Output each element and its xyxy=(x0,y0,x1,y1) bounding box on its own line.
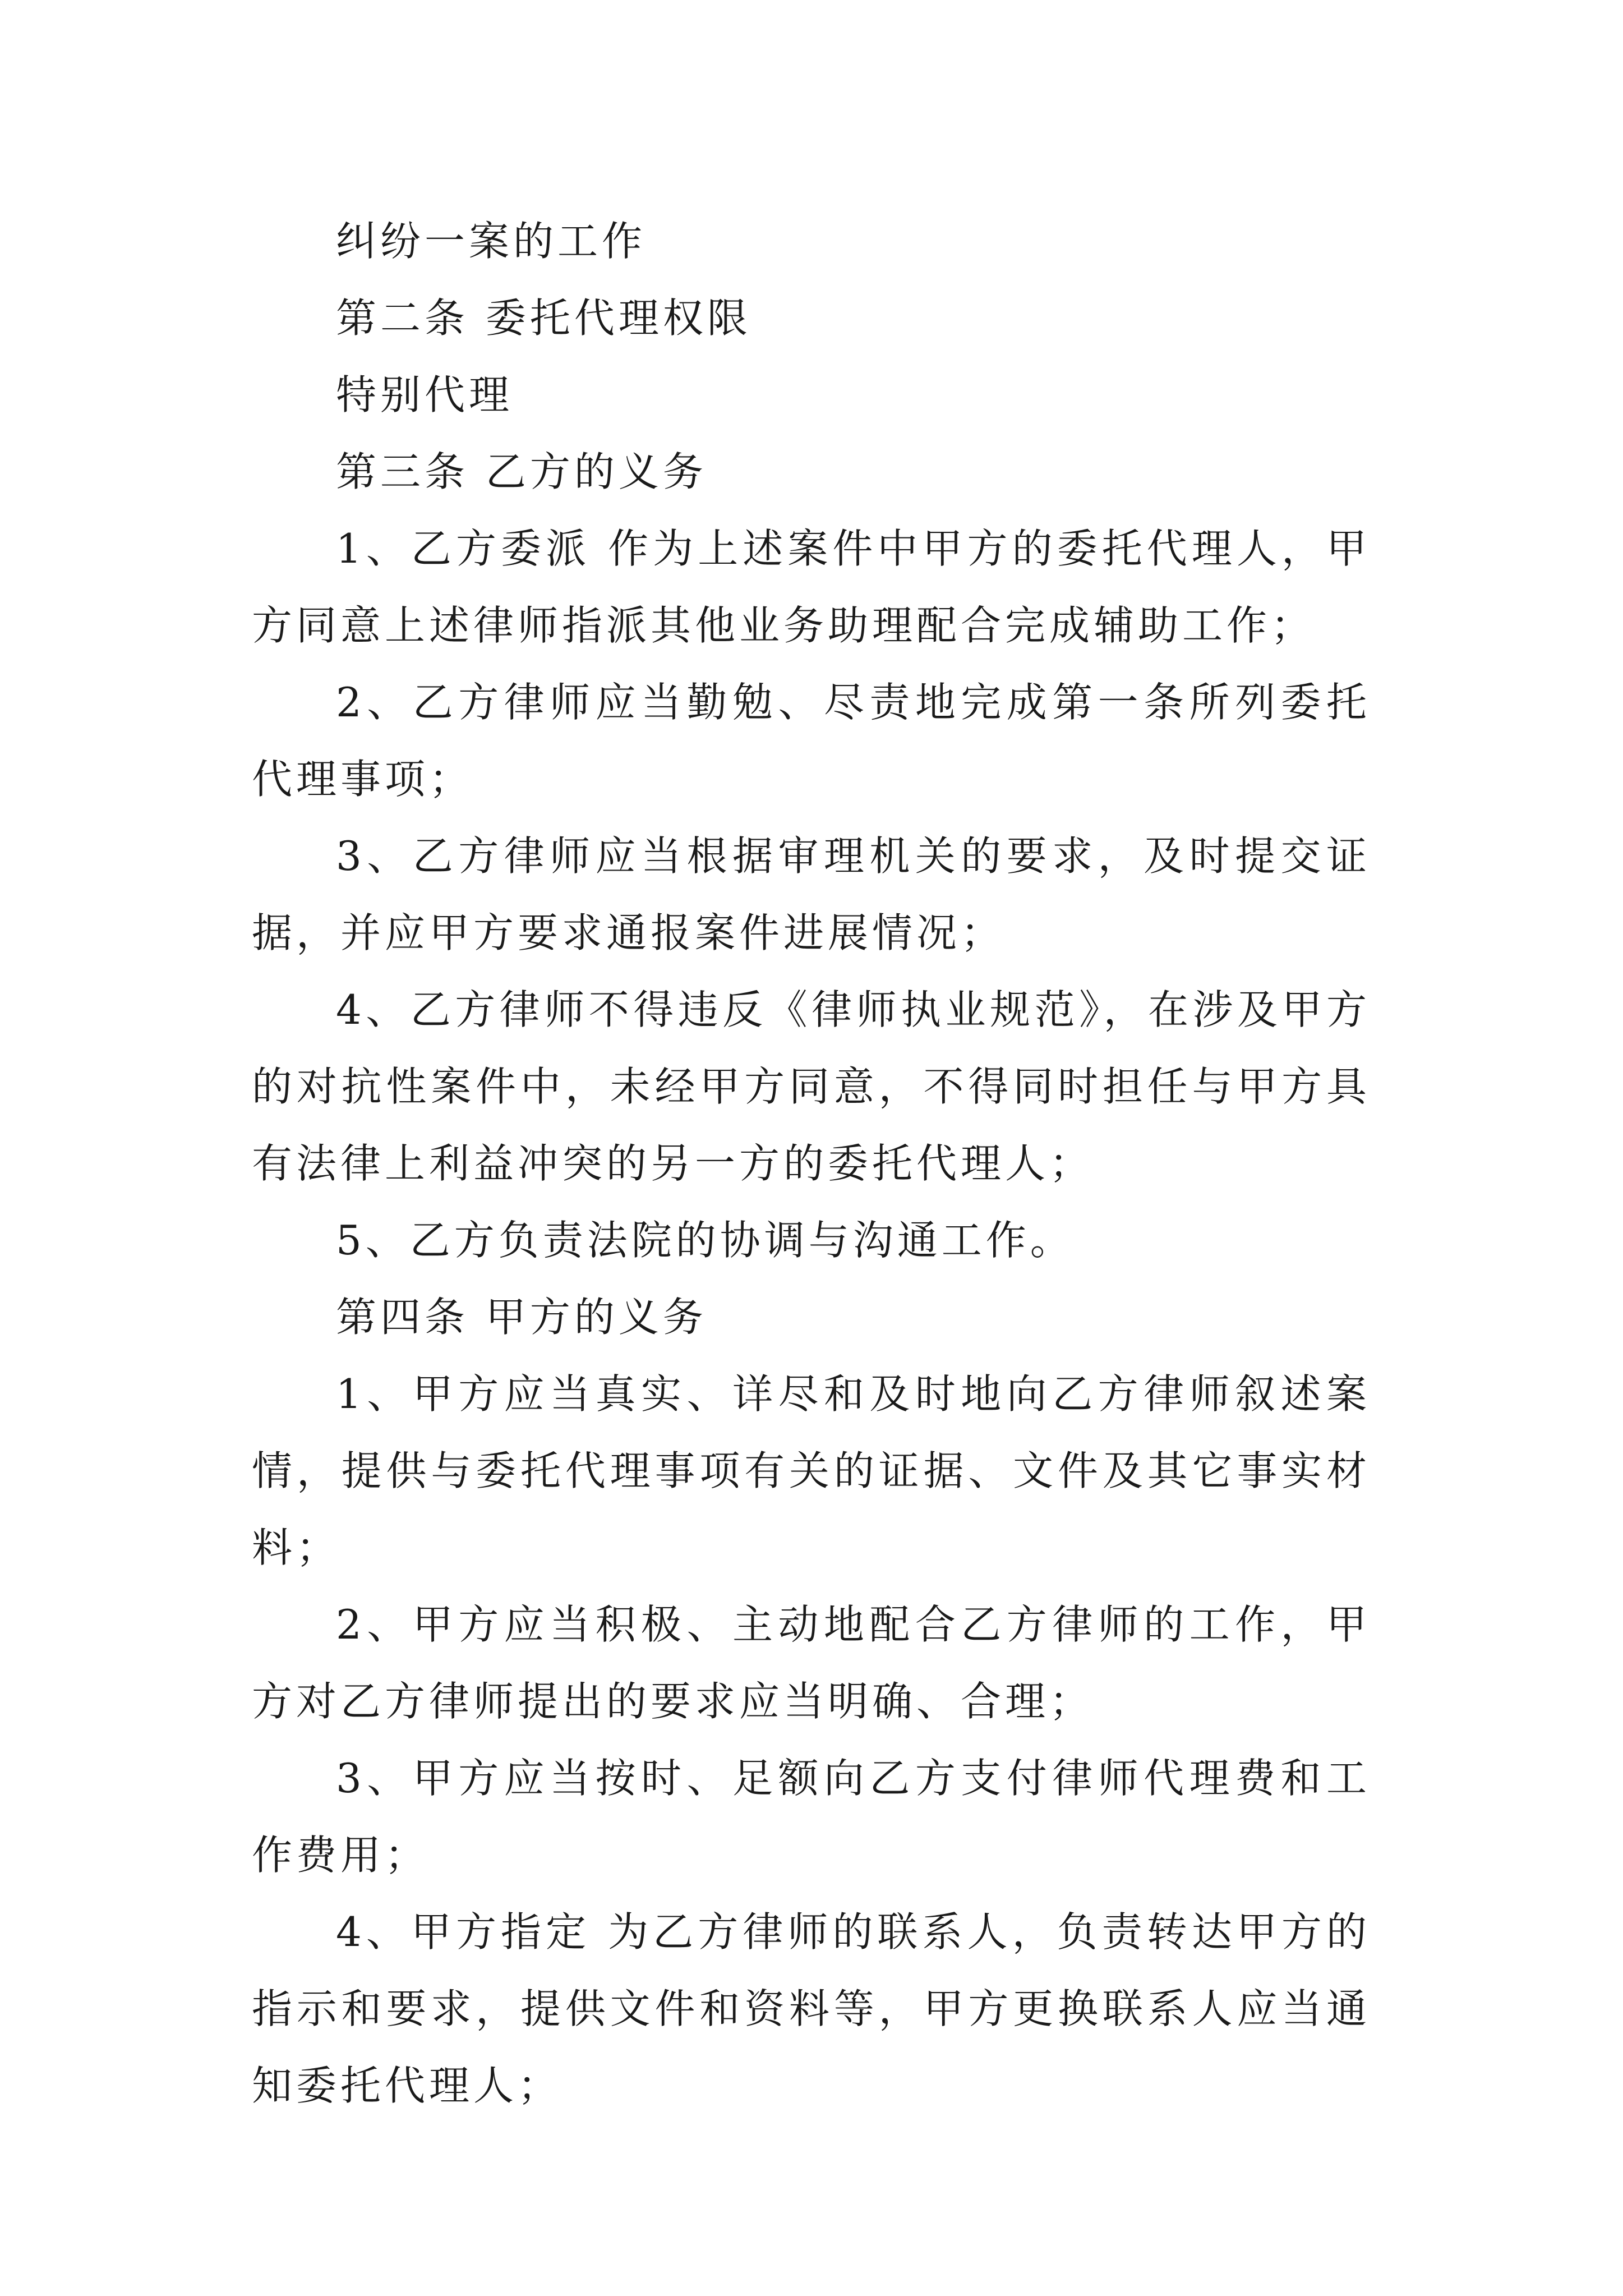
clause-4-2: 2、甲方应当积极、主动地配合乙方律师的工作，甲方对乙方律师提出的要求应当明确、合理； xyxy=(252,1601,1371,1725)
heading-article-4: 第四条 甲方的义务 xyxy=(336,1294,707,1341)
clause-4-4: 4、甲方指定 为乙方律师的联系人，负责转达甲方的指示和要求，提供文件和资料等，甲方更换联系人应当通知委托代理人； xyxy=(252,1908,1371,2109)
document-body xyxy=(252,203,1371,2124)
clause-3-4: 4、乙方律师不得违反《律师执业规范》，在涉及甲方的对抗性案件中，未经甲方同意，不得同时担任与甲方具有法律上利益冲突的另一方的委托代理人； xyxy=(252,986,1371,1187)
clause-3-3: 3、乙方律师应当根据审理机关的要求，及时提交证据，并应甲方要求通报案件进展情况； xyxy=(252,832,1371,956)
paragraph-special-agency: 特别代理 xyxy=(336,371,514,418)
clause-3-2: 2、乙方律师应当勤勉、尽责地完成第一条所列委托代理事项； xyxy=(252,679,1371,803)
clause-3-5: 5、乙方负责法院的协调与沟通工作。 xyxy=(336,1217,1075,1264)
heading-article-3: 第三条 乙方的义务 xyxy=(336,448,707,495)
clause-3-1: 1、乙方委派 作为上述案件中甲方的委托代理人，甲方同意上述律师指派其他业务助理配合完成辅助工作； xyxy=(252,525,1371,649)
clause-4-1: 1、甲方应当真实、详尽和及时地向乙方律师叙述案情，提供与委托代理事项有关的证据、文件及其它事实材料； xyxy=(252,1370,1371,1571)
heading-article-2: 第二条 委托代理权限 xyxy=(336,295,751,342)
paragraph-case-dispute: 纠纷一案的工作 xyxy=(336,218,647,265)
clause-4-3: 3、甲方应当按时、足额向乙方支付律师代理费和工作费用； xyxy=(252,1755,1371,1879)
